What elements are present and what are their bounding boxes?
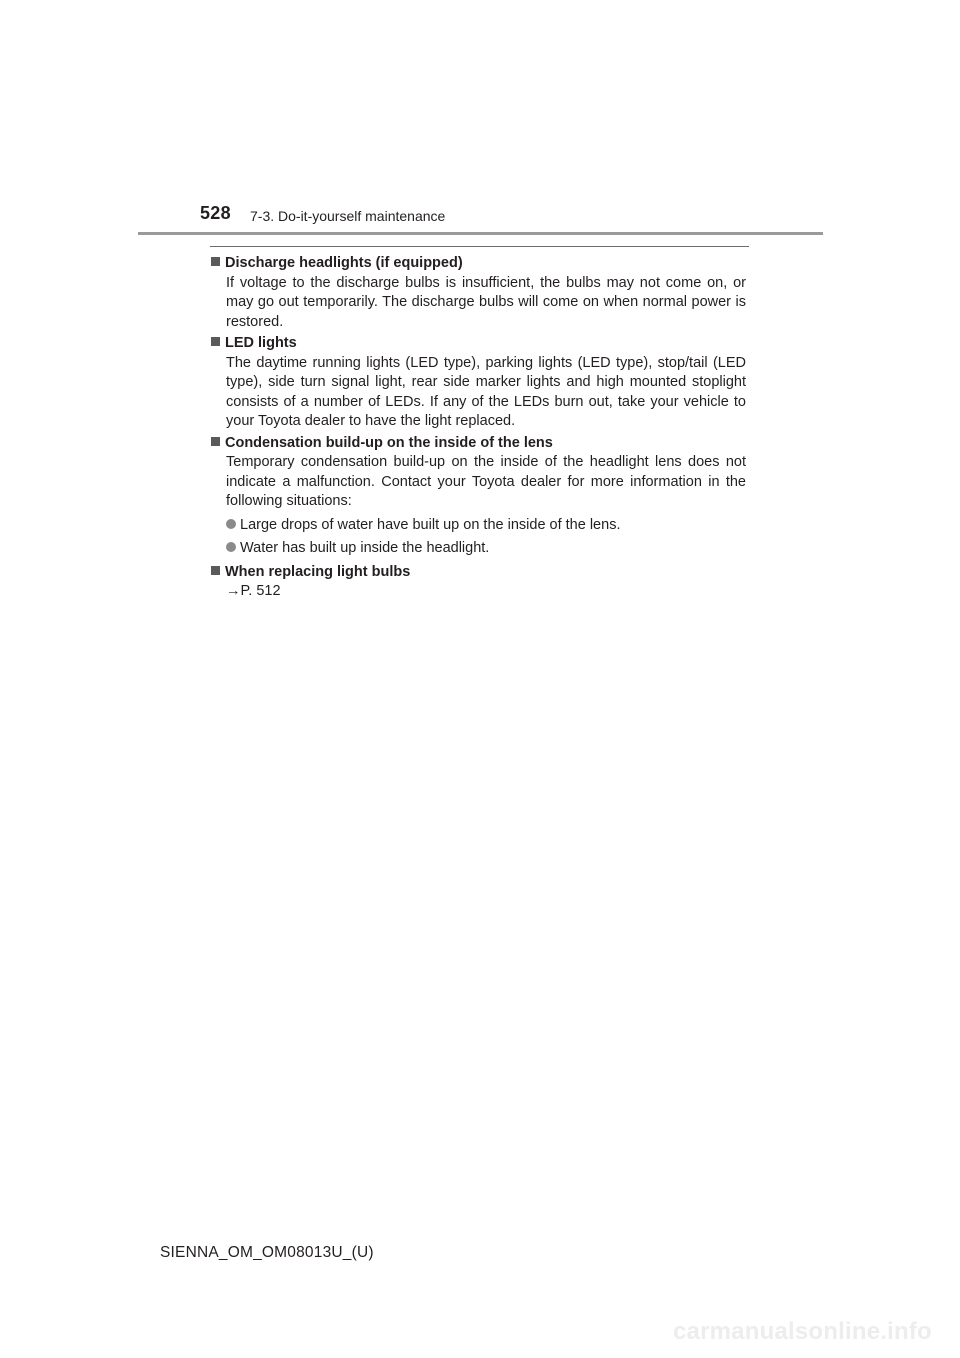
section-body: The daytime running lights (LED type), parking lights (LED type), stop/tail (LED type), side turn signal light, rear side marker lights and high mounted stoplight consists of a number of LEDs. If any of the LEDs burn out, take your vehicle to your Toyota dealer to have the light replaced. <box>226 354 746 429</box>
square-bullet-icon <box>211 566 220 575</box>
section-heading <box>210 254 746 274</box>
section-discharge-headlights <box>210 254 746 332</box>
list-item <box>226 516 746 536</box>
square-bullet-icon <box>211 337 220 346</box>
section-heading <box>210 434 746 454</box>
section-heading-text: Discharge headlights (if equipped) <box>225 255 463 271</box>
section-led-lights <box>210 334 746 432</box>
section-heading-text: Condensation build-up on the inside of the lens <box>225 434 553 451</box>
page-content <box>210 254 746 604</box>
page-reference-link[interactable]: →P. 512 <box>226 583 281 599</box>
square-bullet-icon <box>211 437 220 446</box>
list-item <box>226 539 746 559</box>
section-heading <box>210 334 746 354</box>
section-replacing-bulbs <box>210 563 746 602</box>
section-body: Temporary condensation build-up on the inside of the headlight lens does not indicate a malfunction. Contact your Toyota dealer for more information in the following situations: <box>226 454 746 509</box>
section-title: 7-3. Do-it-yourself maintenance <box>250 208 446 224</box>
section-condensation <box>210 434 746 559</box>
document-code: SIENNA_OM_OM08013U_(U) <box>160 1244 374 1261</box>
circle-bullet-icon <box>226 542 236 552</box>
section-heading-text: LED lights <box>225 335 297 351</box>
list-item-text: Large drops of water have built up on the inside of the lens. <box>240 516 621 533</box>
section-heading <box>210 563 746 583</box>
list-item-text: Water has built up inside the headlight. <box>240 540 490 556</box>
section-heading-text: When replacing light bulbs <box>225 563 411 580</box>
watermark: carmanualsonline.info <box>673 1318 932 1345</box>
content-divider <box>210 246 749 247</box>
circle-bullet-icon <box>226 519 236 529</box>
section-body: If voltage to the discharge bulbs is insufficient, the bulbs may not come on, or may go out temporarily. The discharge bulbs will come on when normal power is restored. <box>226 274 746 330</box>
page-number: 528 <box>200 203 231 223</box>
header-divider <box>138 232 823 235</box>
square-bullet-icon <box>211 257 220 266</box>
